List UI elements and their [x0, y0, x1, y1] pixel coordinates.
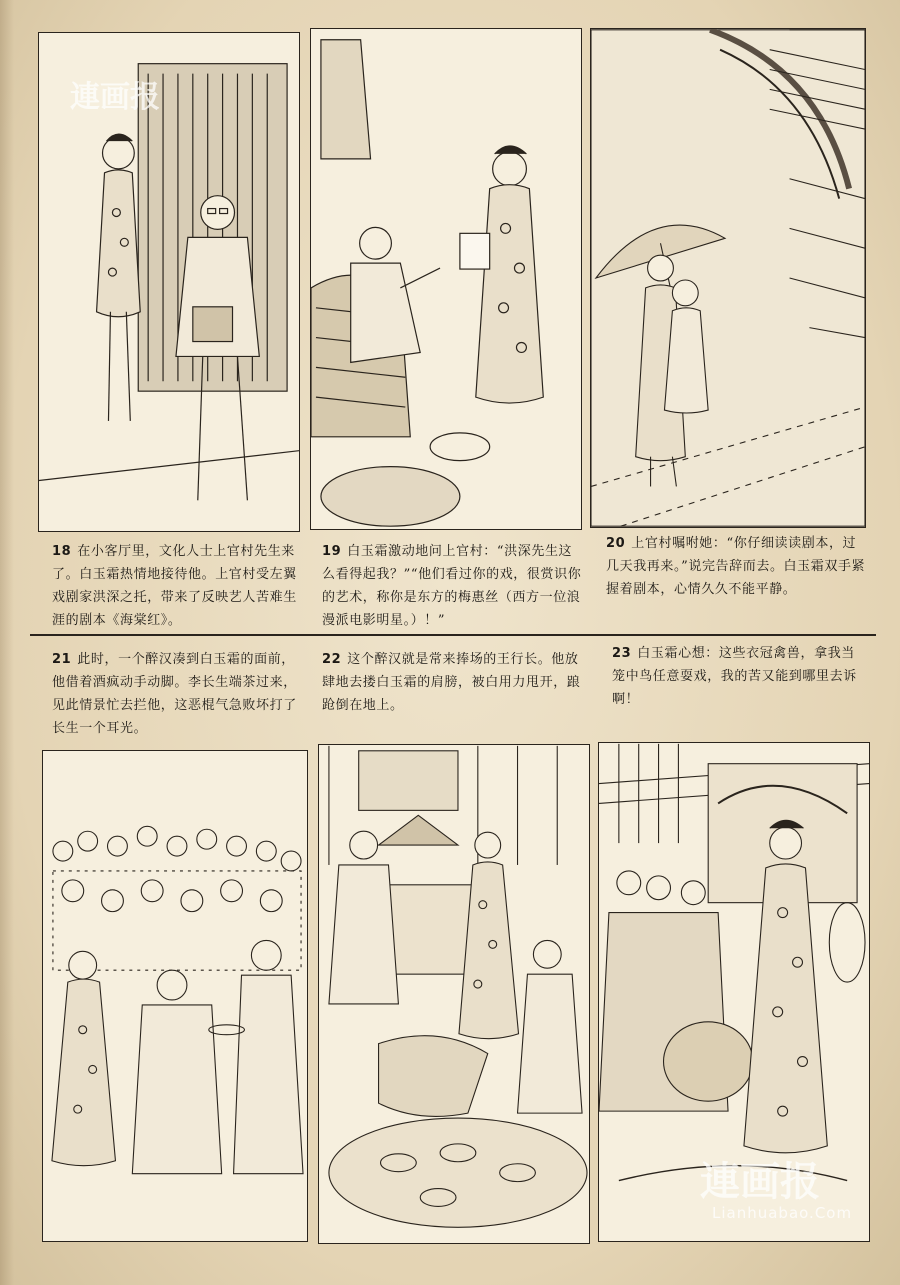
caption-19-text: 白玉霜激动地问上官村：“洪深先生这么看得起我？”“他们看过你的戏，很赏识你的艺术，称你是东方的梅惠丝（西方一位浪漫派电影明星。）！”: [322, 544, 582, 628]
panel-19: [310, 28, 582, 530]
caption-19: [322, 540, 584, 632]
watermark-logo-bottom: 連画报: [700, 1159, 820, 1205]
caption-21-number: 21: [52, 652, 72, 667]
panel-21-illustration: [43, 751, 307, 1241]
panel-19-illustration: [311, 29, 581, 529]
caption-18-text: 在小客厅里，文化人士上官村先生来了。白玉霜热情地接待他。上官村受左翼戏剧家洪深之托，带来了反映艺人苦难生涯的剧本《海棠红》。: [52, 544, 297, 628]
caption-20-text: 上官村嘱咐她：“你仔细读读剧本，过几天我再来。”说完告辞而去。白玉霜双手紧握着剧本，心情久久不能平静。: [606, 536, 866, 597]
watermark-url: Lianhuabao.Com: [712, 1204, 853, 1222]
caption-22-number: 22: [322, 652, 342, 667]
row-divider: [30, 634, 876, 636]
caption-18: [52, 540, 302, 632]
panel-21: [42, 750, 308, 1242]
caption-23-text: 白玉霜心想：这些衣冠禽兽，拿我当笼中鸟任意耍戏，我的苦又能到哪里去诉啊！: [612, 646, 857, 707]
caption-18-number: 18: [52, 544, 72, 559]
watermark-logo-top: 連画报: [70, 80, 160, 115]
panel-20-illustration: [591, 29, 865, 527]
panel-22: [318, 744, 590, 1244]
panel-22-illustration: [319, 745, 589, 1243]
caption-20-number: 20: [606, 536, 626, 551]
panel-20: [590, 28, 866, 528]
caption-22-text: 这个醉汉就是常来捧场的王行长。他放肆地去搂白玉霜的肩膀，被白用力甩开，踉跄倒在地上。: [322, 652, 581, 713]
caption-21: [52, 648, 302, 740]
caption-20: [606, 532, 868, 601]
caption-22: [322, 648, 584, 717]
caption-21-text: 此时，一个醉汉凑到白玉霜的面前，他借着酒疯动手动脚。李长生端茶过来，见此情景忙去拦他，这恶棍气急败坏打了长生一个耳光。: [52, 652, 297, 736]
caption-19-number: 19: [322, 544, 342, 559]
caption-23-number: 23: [612, 646, 632, 661]
page-shadow-left: [0, 0, 14, 1285]
caption-23: [612, 642, 868, 711]
